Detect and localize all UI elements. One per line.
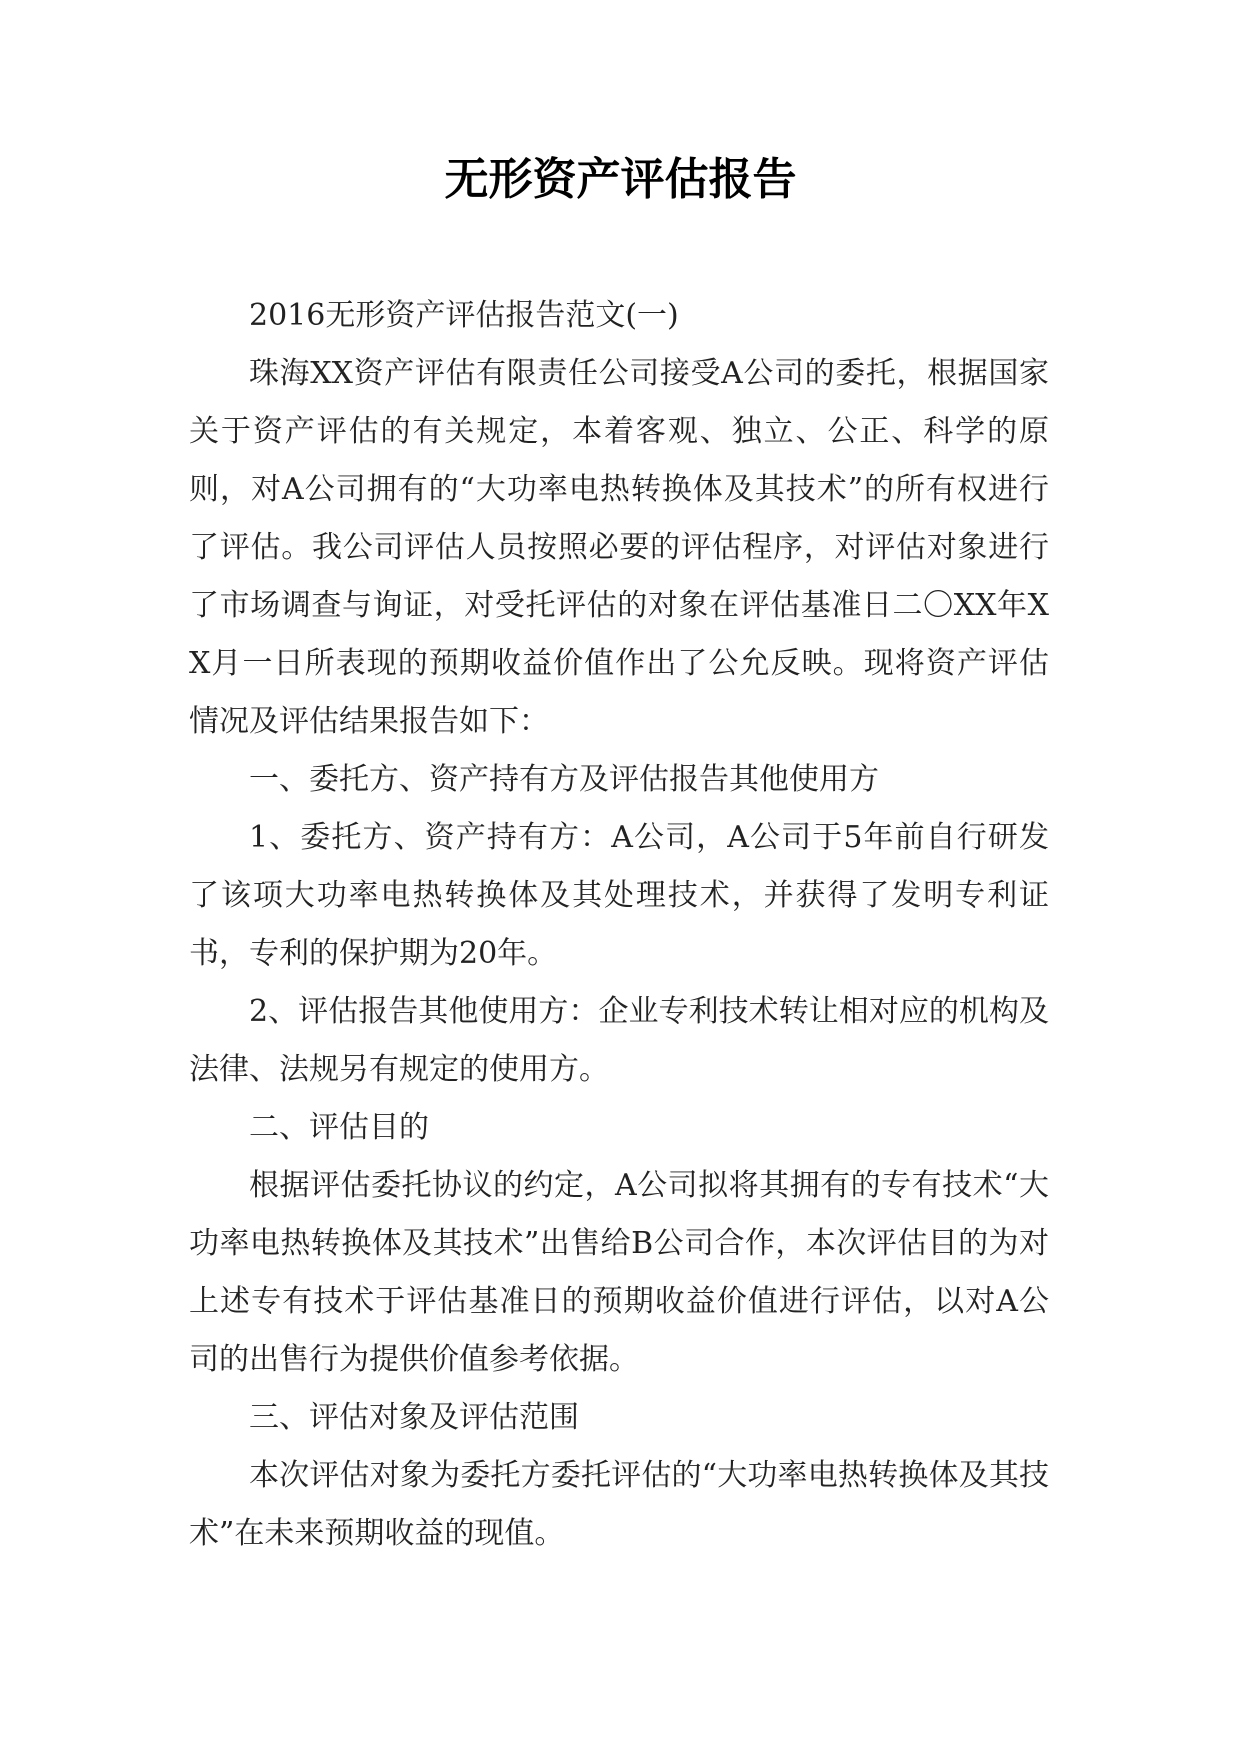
body-paragraph: 根据评估委托协议的约定，A公司拟将其拥有的专有技术“大功率电热转换体及其技术”出售给B公司合作，本次评估目的为对上述专有技术于评估基准日的预期收益价值进行评估，以对A公司的出售行为提供价值参考依据。 — [189, 1168, 1049, 1377]
document-body — [189, 287, 1049, 1563]
document-title: 无形资产评估报告 — [444, 154, 797, 205]
section-heading-1: 一、委托方、资产持有方及评估报告其他使用方 — [249, 762, 879, 797]
subtitle-paragraph: 2016无形资产评估报告范文(一) — [249, 298, 679, 333]
body-paragraph: 1、委托方、资产持有方：A公司，A公司于5年前自行研发了该项大功率电热转换体及其处理技术，并获得了发明专利证书，专利的保护期为20年。 — [189, 820, 1049, 971]
intro-paragraph: 珠海XX资产评估有限责任公司接受A公司的委托，根据国家关于资产评估的有关规定，本着客观、独立、公正、科学的原则，对A公司拥有的“大功率电热转换体及其技术”的所有权进行了评估。我公司评估人员按照必要的评估程序，对评估对象进行了市场调查与询证，对受托评估的对象在评估基准日二〇XX年XX月一日所表现的预期收益价值作出了公允反映。现将资产评估情况及评估结果报告如下： — [189, 356, 1049, 739]
body-paragraph: 本次评估对象为委托方委托评估的“大功率电热转换体及其技术”在未来预期收益的现值。 — [189, 1458, 1049, 1551]
section-heading-2: 二、评估目的 — [249, 1110, 429, 1145]
section-heading-3: 三、评估对象及评估范围 — [249, 1400, 579, 1435]
body-paragraph: 2、评估报告其他使用方：企业专利技术转让相对应的机构及法律、法规另有规定的使用方。 — [189, 994, 1049, 1087]
